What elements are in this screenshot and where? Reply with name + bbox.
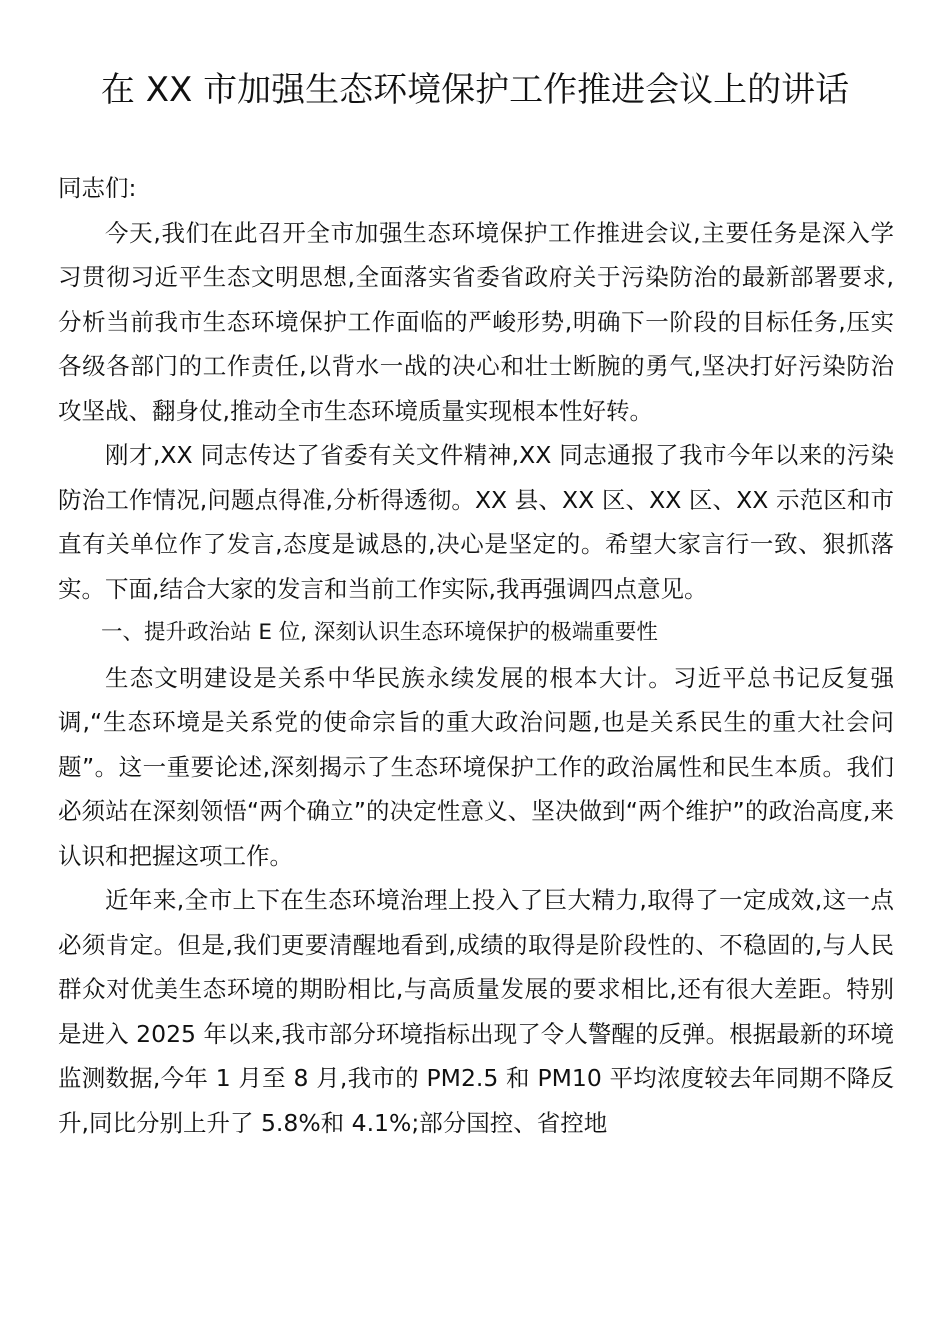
paragraph-section-1-a: 生态文明建设是关系中华民族永续发展的根本大计。习近平总书记反复强调,“生态环境是关系党的使命宗旨的重大政治问题,也是关系民生的重大社会问题”。这一重要论述,深刻揭示了生态环境保护工作的政治属性和民生本质。我们必须站在深刻领悟“两个确立”的决定性意义、坚决做到“两个维护”的政治高度,来认识和把握这项工作。 xyxy=(58,663,894,870)
paragraph-review: 刚才,XX 同志传达了省委有关文件精神,XX 同志通报了我市今年以来的污染防治工作情况,问题点得准,分析得透彻。XX 县、XX 区、XX 区、XX 示范区和市直有关单位作了发言,态度是诚恳的,决心是坚定的。希望大家言行一致、狠抓落实。下面,结合大家的发言和当前工作实际,我再强调四点意见。 xyxy=(58,441,894,603)
salutation: 同志们: xyxy=(58,174,137,202)
page-title: 在 XX 市加强生态环境保护工作推进会议上的讲话 xyxy=(100,70,850,110)
paragraph-section-1-b: 近年来,全市上下在生态环境治理上投入了巨大精力,取得了一定成效,这一点必须肯定。但是,我们更要清醒地看到,成绩的取得是阶段性的、不稳固的,与人民群众对优美生态环境的期盼相比,与高质量发展的要求相比,还有很大差距。特别是进入 2025 年以来,我市部分环境指标出现了令人警醒的反弹。根据最新的环境监测数据,今年 1 月至 8 月,我市的 PM2.5 和 PM10 平均浓度较去年同期不降反升,同比分别上升了 5.8%和 4.1%;部分国控、省控地 xyxy=(58,886,894,1137)
section-heading-1: 一、提升政治站 E 位, 深刻认识生态环境保护的极端重要性 xyxy=(101,620,658,645)
paragraph-intro: 今天,我们在此召开全市加强生态环境保护工作推进会议,主要任务是深入学习贯彻习近平生态文明思想,全面落实省委省政府关于污染防治的最新部署要求,分析当前我市生态环境保护工作面临的严峻形势,明确下一阶段的目标任务,压实各级各部门的工作责任,以背水一战的决心和壮士断腕的勇气,坚决打好污染防治攻坚战、翻身仗,推动全市生态环境质量实现根本性好转。 xyxy=(58,218,894,425)
document-body xyxy=(58,166,894,1145)
